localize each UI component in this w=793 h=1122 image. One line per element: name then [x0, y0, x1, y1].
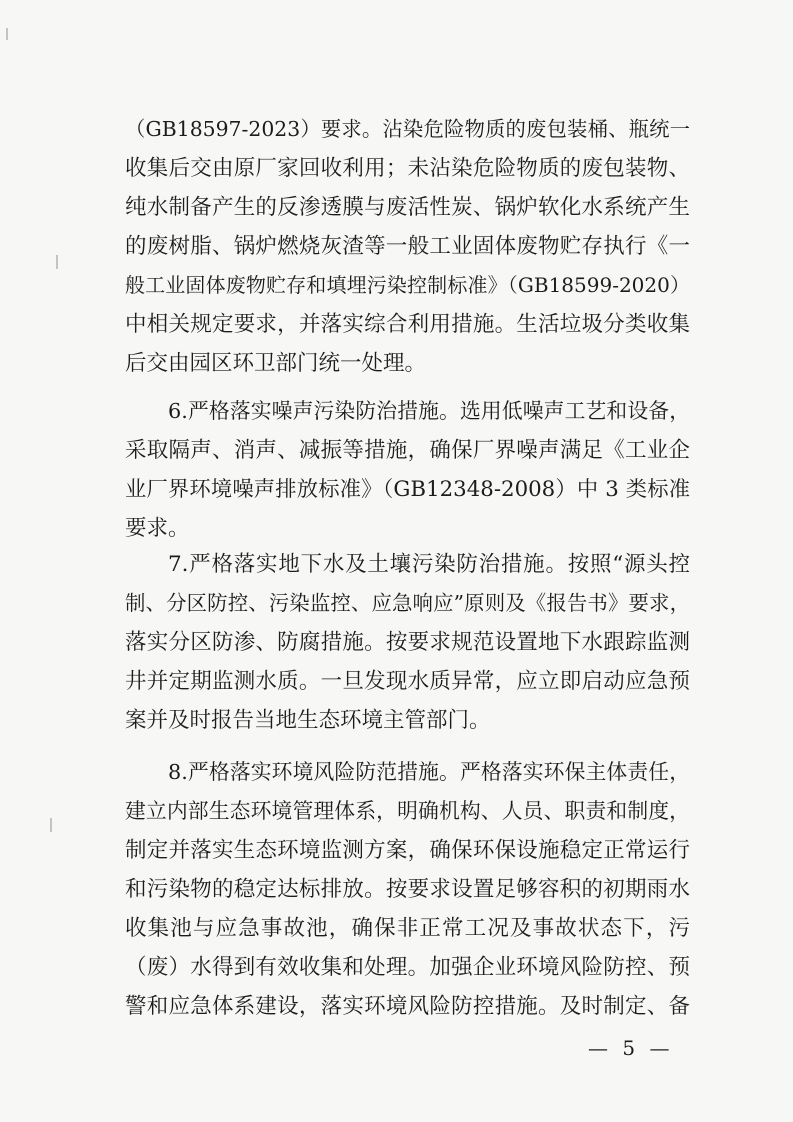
text-line: 业厂界环境噪声排放标准》（GB12348-2008）中 3 类标准: [125, 477, 690, 502]
text-line: 7.严格落实地下水及土壤污染防治措施。按照“源头控: [168, 552, 690, 577]
text-line: 收集后交由原厂家回收利用；未沾染危险物质的废包装物、: [125, 156, 690, 181]
scan-mark: [56, 255, 58, 269]
text-line: 中相关规定要求，并落实综合利用措施。生活垃圾分类收集: [125, 312, 690, 337]
text-line: 8.严格落实环境风险防范措施。严格落实环保主体责任，: [168, 760, 690, 784]
text-line: 落实分区防渗、防腐措施。按要求规范设置地下水跟踪监测: [125, 630, 690, 655]
text-line: 要求。: [125, 516, 190, 541]
text-line: 和污染物的稳定达标排放。按要求设置足够容积的初期雨水: [125, 877, 690, 902]
text-line: 纯水制备产生的反渗透膜与废活性炭、锅炉软化水系统产生: [125, 195, 690, 220]
text-line: （废）水得到有效收集和处理。加强企业环境风险防控、预: [125, 955, 690, 980]
paragraph-noise: [125, 392, 690, 548]
paragraph-environmental-risk: [125, 753, 690, 1026]
scan-mark: [6, 28, 8, 40]
text-line: 井并定期监测水质。一旦发现水质异常，应立即启动应急预: [125, 669, 690, 694]
text-line: 般工业固体废物贮存和填埋污染控制标准》（GB18599-2020）: [125, 273, 690, 297]
text-line: 制定并落实生态环境监测方案，确保环保设施稳定正常运行: [125, 838, 690, 863]
text-line: 案并及时报告当地生态环境主管部门。: [125, 708, 491, 733]
paragraph-groundwater: [125, 545, 690, 740]
page-number: — 5 —: [588, 1036, 674, 1060]
text-line: 收集池与应急事故池，确保非正常工况及事故状态下，污: [125, 916, 690, 941]
text-line: 采取隔声、消声、减振等措施，确保厂界噪声满足《工业企: [125, 438, 690, 463]
text-line: 警和应急体系建设，落实环境风险防控措施。及时制定、备: [125, 994, 690, 1019]
text-line: 制、分区防控、污染监控、应急响应”原则及《报告书》要求，: [125, 591, 690, 615]
scan-mark: [50, 818, 52, 832]
text-line: 后交由园区环卫部门统一处理。: [125, 351, 427, 376]
paragraph-solid-waste: [125, 110, 690, 383]
text-line: 的废树脂、锅炉燃烧灰渣等一般工业固体废物贮存执行《一: [125, 234, 690, 259]
text-line: 建立内部生态环境管理体系，明确机构、人员、职责和制度，: [125, 799, 690, 823]
text-line: （GB18597-2023）要求。沾染危险物质的废包装桶、瓶统一: [125, 117, 690, 141]
text-line: 6.严格落实噪声污染防治措施。选用低噪声工艺和设备，: [168, 399, 690, 423]
